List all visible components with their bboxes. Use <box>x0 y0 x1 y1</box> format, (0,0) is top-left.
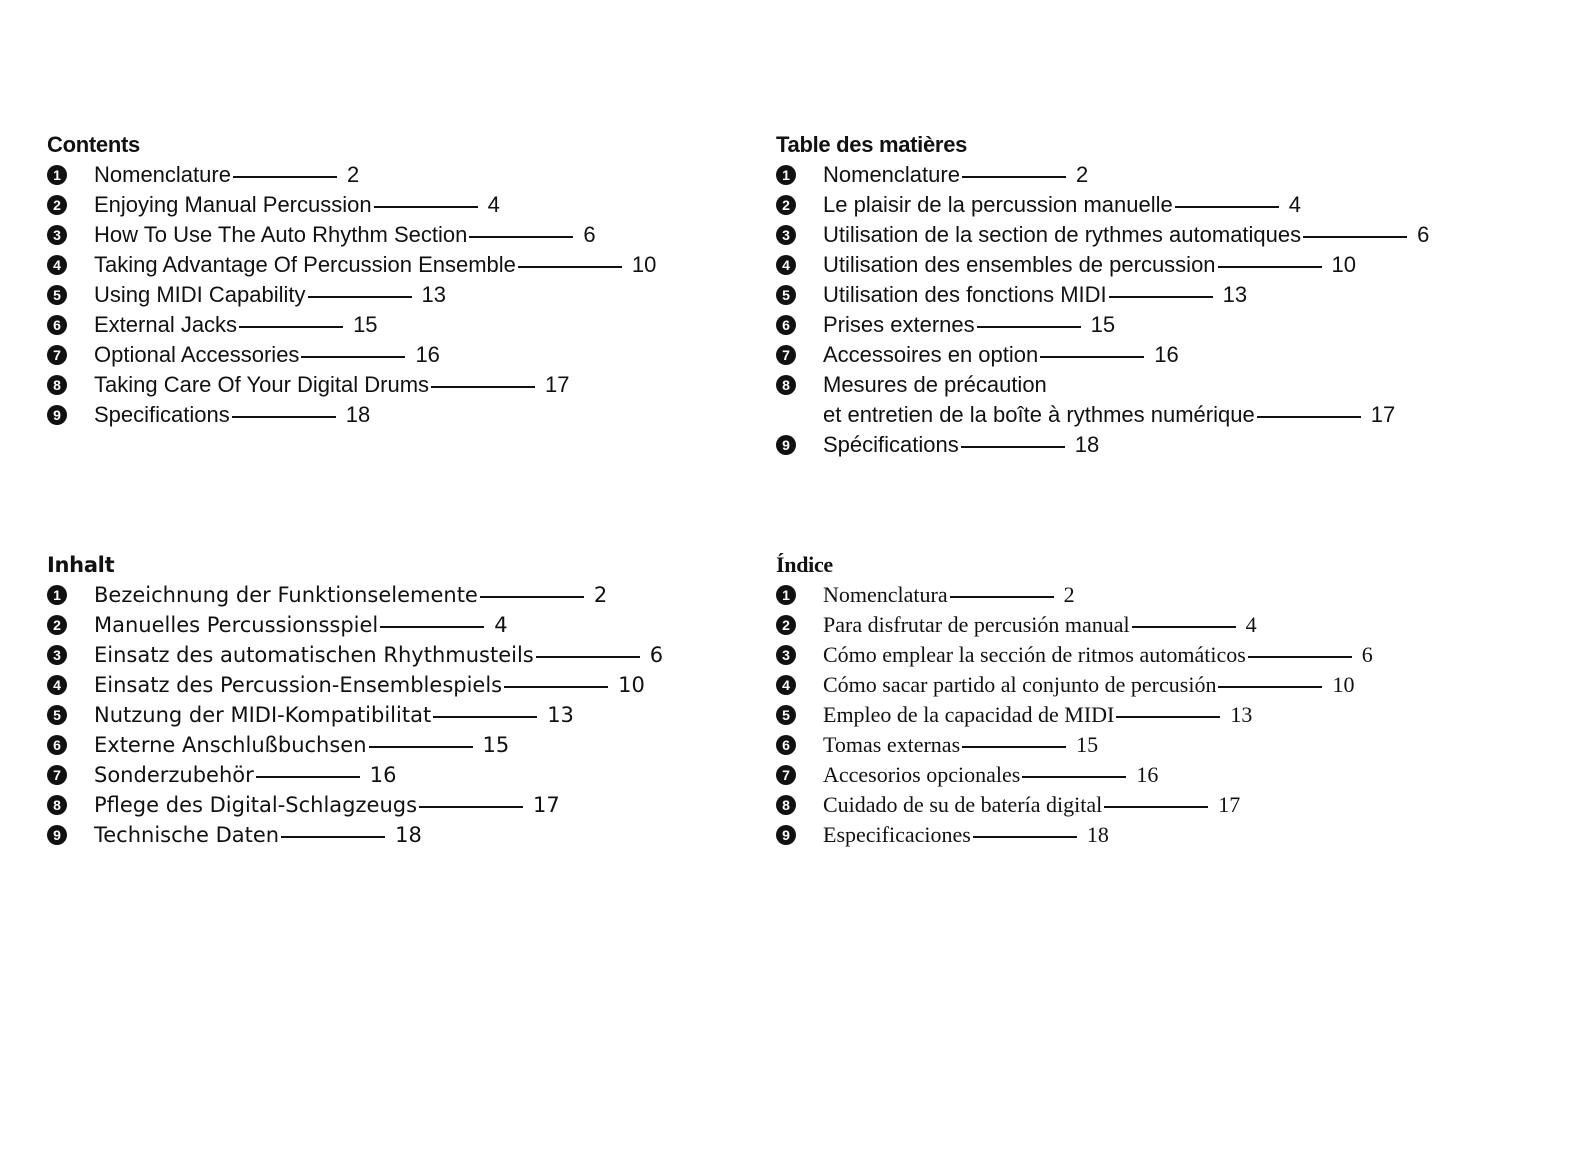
leader-line <box>374 206 478 208</box>
toc-french <box>776 130 1429 460</box>
page-number: 2 <box>593 583 608 607</box>
number-badge: 7 <box>47 345 67 365</box>
page-number: 10 <box>631 252 657 277</box>
entry-label: Einsatz des Percussion-Ensemblespiels <box>94 673 503 697</box>
leader-line <box>232 416 336 418</box>
entry-label: Cuidado de su de batería digital <box>823 792 1103 817</box>
entry-label: Cómo sacar partido al conjunto de percusión <box>823 672 1217 697</box>
entry-label: Le plaisir de la percussion manuelle <box>823 192 1173 217</box>
toc-entry <box>47 760 663 790</box>
page-number: 17 <box>1218 792 1241 817</box>
entry-label: Utilisation de la section de rythmes automatiques <box>823 222 1302 247</box>
entry-label: Spécifications <box>823 432 959 457</box>
number-badge: 9 <box>47 825 67 845</box>
number-badge: 8 <box>776 375 796 395</box>
leader-line <box>419 806 523 808</box>
number-badge: 7 <box>776 765 796 785</box>
entry-label: Enjoying Manual Percussion <box>94 192 372 217</box>
toc-entry <box>47 280 656 310</box>
toc-entry <box>776 760 1373 790</box>
toc-german <box>47 550 663 850</box>
toc-entry <box>47 310 656 340</box>
entry-label: Para disfrutar de percusión manual <box>823 612 1130 637</box>
page-number: 4 <box>1245 612 1257 637</box>
leader-line <box>1218 686 1322 688</box>
number-badge: 3 <box>776 225 796 245</box>
page-number: 16 <box>415 342 440 367</box>
leader-line <box>1303 236 1407 238</box>
page-number: 6 <box>1417 222 1430 247</box>
toc-title: Table des matières <box>776 132 968 157</box>
entry-label: Nutzung der MIDI-Kompatibilitat <box>94 703 432 727</box>
leader-line <box>380 626 484 628</box>
leader-line <box>1022 776 1126 778</box>
toc-entry <box>776 250 1429 280</box>
toc-entry <box>47 370 656 400</box>
number-badge: 6 <box>47 315 67 335</box>
number-badge: 9 <box>776 825 796 845</box>
page-number: 6 <box>649 643 664 667</box>
toc-entry <box>47 610 663 640</box>
entry-label: Tomas externas <box>823 732 961 757</box>
page-number: 17 <box>533 793 560 817</box>
entry-label: Mesures de précaution <box>823 372 1047 397</box>
entry-label: Cómo emplear la sección de ritmos automáticos <box>823 642 1246 667</box>
page-number: 2 <box>1063 582 1075 607</box>
page-number: 15 <box>353 312 378 337</box>
toc-entry <box>47 790 663 820</box>
page-number: 18 <box>395 823 422 847</box>
toc-entry <box>776 280 1429 310</box>
leader-line <box>1104 806 1208 808</box>
leader-line <box>1248 656 1352 658</box>
page-number: 18 <box>1074 432 1100 457</box>
leader-line <box>504 686 608 688</box>
number-badge: 2 <box>47 195 67 215</box>
number-badge: 3 <box>47 645 67 665</box>
entry-label: Utilisation des ensembles de percussion <box>823 252 1216 277</box>
toc-entry <box>47 580 663 610</box>
entry-label: Taking Care Of Your Digital Drums <box>94 372 430 397</box>
toc-entry <box>776 580 1373 610</box>
leader-line <box>1132 626 1236 628</box>
leader-line <box>536 656 640 658</box>
toc-entry <box>776 790 1373 820</box>
number-badge: 3 <box>776 645 796 665</box>
page-number: 16 <box>1154 342 1179 367</box>
entry-label: Nomenclatura <box>823 582 948 607</box>
number-badge: 5 <box>776 285 796 305</box>
page-number: 10 <box>1331 252 1357 277</box>
leader-line <box>369 746 473 748</box>
entry-label: Bezeichnung der Funktionselemente <box>94 583 478 607</box>
page-number: 4 <box>494 613 508 637</box>
number-badge: 4 <box>47 675 67 695</box>
number-badge: 6 <box>776 735 796 755</box>
page-number: 10 <box>1332 672 1355 697</box>
toc-entry <box>776 730 1373 760</box>
page-number: 2 <box>1075 162 1089 187</box>
leader-line <box>256 776 360 778</box>
entry-label: Taking Advantage Of Percussion Ensemble <box>94 252 516 277</box>
leader-line <box>233 176 337 178</box>
leader-line <box>308 296 412 298</box>
page-number: 18 <box>345 402 371 427</box>
toc-entry <box>776 820 1373 850</box>
toc-entry <box>776 610 1373 640</box>
leader-line <box>480 596 584 598</box>
leader-line <box>301 356 405 358</box>
number-badge: 5 <box>47 705 67 725</box>
entry-label: Accesorios opcionales <box>823 762 1021 787</box>
page-number: 13 <box>1222 282 1248 307</box>
leader-line <box>950 596 1054 598</box>
page-number: 4 <box>1288 192 1302 217</box>
page-number: 13 <box>1230 702 1253 727</box>
entry-label: Externe Anschlußbuchsen <box>94 733 367 757</box>
leader-line <box>962 746 1066 748</box>
number-badge: 1 <box>776 585 796 605</box>
toc-entry <box>776 640 1373 670</box>
leader-line <box>239 326 343 328</box>
leader-line <box>1218 266 1322 268</box>
number-badge: 4 <box>776 675 796 695</box>
number-badge: 2 <box>776 615 796 635</box>
entry-label: Specifications <box>94 402 230 427</box>
page-number: 16 <box>369 763 397 787</box>
leader-line <box>431 386 535 388</box>
page-number: 17 <box>1370 402 1396 427</box>
toc-entry <box>47 400 656 430</box>
toc-title: Contents <box>47 132 140 157</box>
entry-label: Optional Accessories <box>94 342 300 367</box>
number-badge: 8 <box>776 795 796 815</box>
toc-entry <box>776 220 1429 250</box>
page-number: 15 <box>1076 732 1099 757</box>
toc-entry <box>47 250 656 280</box>
toc-entry-continuation <box>776 400 1429 430</box>
number-badge: 3 <box>47 225 67 245</box>
page-number: 18 <box>1086 822 1109 847</box>
leader-line <box>469 236 573 238</box>
page-number: 6 <box>583 222 596 247</box>
number-badge: 2 <box>47 615 67 635</box>
toc-entry <box>776 670 1373 700</box>
number-badge: 7 <box>776 345 796 365</box>
page-number: 16 <box>1136 762 1159 787</box>
toc-title: Inhalt <box>47 553 115 577</box>
entry-label: Utilisation des fonctions MIDI <box>823 282 1107 307</box>
leader-line <box>1175 206 1279 208</box>
leader-line <box>1109 296 1213 298</box>
page-number: 17 <box>545 372 570 397</box>
toc-entry <box>47 220 656 250</box>
toc-entry <box>47 820 663 850</box>
entry-label: How To Use The Auto Rhythm Section <box>94 222 468 247</box>
page-number: 10 <box>618 673 645 697</box>
leader-line <box>1257 416 1361 418</box>
toc-spanish <box>776 550 1373 850</box>
toc-entry <box>776 310 1429 340</box>
entry-label-continuation: et entretien de la boîte à rythmes numérique <box>823 402 1255 427</box>
leader-line <box>962 176 1066 178</box>
entry-label: Nomenclature <box>94 162 231 187</box>
number-badge: 4 <box>47 255 67 275</box>
number-badge: 1 <box>47 165 67 185</box>
leader-line <box>977 326 1081 328</box>
toc-entry <box>776 340 1429 370</box>
number-badge: 5 <box>776 705 796 725</box>
toc-entry <box>47 670 663 700</box>
entry-label: Empleo de la capacidad de MIDI <box>823 702 1115 727</box>
entry-label: Especificaciones <box>823 822 971 847</box>
leader-line <box>1116 716 1220 718</box>
leader-line <box>518 266 622 268</box>
entry-label: Manuelles Percussionsspiel <box>94 613 379 637</box>
entry-label: External Jacks <box>94 312 238 337</box>
page-number: 2 <box>346 162 360 187</box>
page-number: 6 <box>1361 642 1373 667</box>
number-badge: 6 <box>47 735 67 755</box>
number-badge: 5 <box>47 285 67 305</box>
toc-entry <box>47 730 663 760</box>
toc-english <box>47 130 656 430</box>
leader-line <box>281 836 385 838</box>
entry-label: Pflege des Digital-Schlagzeugs <box>94 793 418 817</box>
entry-label: Accessoires en option <box>823 342 1039 367</box>
leader-line <box>973 836 1077 838</box>
toc-entry <box>47 340 656 370</box>
entry-label: Sonderzubehör <box>94 763 254 787</box>
number-badge: 8 <box>47 795 67 815</box>
toc-entry <box>47 160 656 190</box>
page-number: 15 <box>1090 312 1116 337</box>
entry-label: Prises externes <box>823 312 975 337</box>
page-number: 13 <box>547 703 574 727</box>
toc-entry <box>47 640 663 670</box>
number-badge: 2 <box>776 195 796 215</box>
number-badge: 9 <box>47 405 67 425</box>
entry-label: Using MIDI Capability <box>94 282 306 307</box>
toc-entry <box>776 370 1429 400</box>
toc-entry <box>776 190 1429 220</box>
number-badge: 9 <box>776 435 796 455</box>
leader-line <box>1040 356 1144 358</box>
number-badge: 6 <box>776 315 796 335</box>
entry-label: Technische Daten <box>94 823 280 847</box>
number-badge: 1 <box>776 165 796 185</box>
toc-title: Índice <box>776 552 833 577</box>
leader-line <box>433 716 537 718</box>
entry-label: Einsatz des automatischen Rhythmusteils <box>94 643 534 667</box>
entry-label: Nomenclature <box>823 162 960 187</box>
toc-entry <box>47 190 656 220</box>
page-number: 13 <box>421 282 446 307</box>
page-number: 15 <box>482 733 510 757</box>
toc-entry <box>47 700 663 730</box>
toc-entry <box>776 430 1429 460</box>
number-badge: 7 <box>47 765 67 785</box>
number-badge: 8 <box>47 375 67 395</box>
leader-line <box>961 446 1065 448</box>
toc-entry <box>776 700 1373 730</box>
number-badge: 4 <box>776 255 796 275</box>
page-number: 4 <box>487 192 500 217</box>
toc-entry <box>776 160 1429 190</box>
number-badge: 1 <box>47 585 67 605</box>
